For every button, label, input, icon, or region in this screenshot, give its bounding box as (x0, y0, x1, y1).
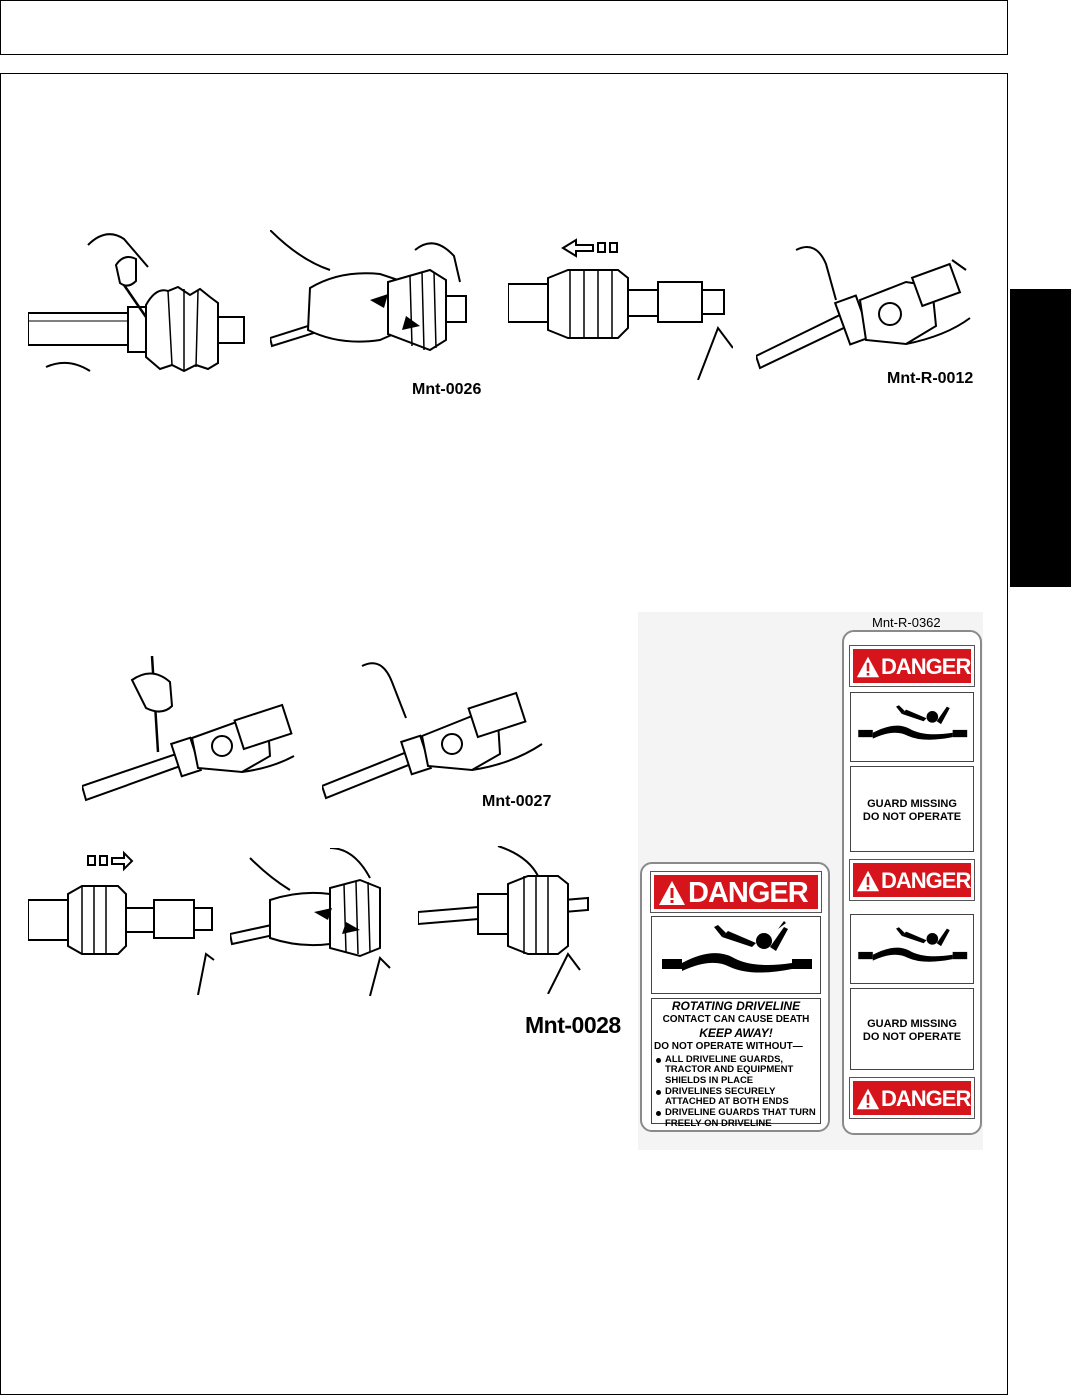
figure-caption-mnt-0027: Mnt-0027 (482, 793, 552, 810)
illustration-install-bearing-ring (82, 656, 297, 806)
danger-header (651, 872, 821, 912)
illustration-remove-bearing-ring (756, 240, 976, 375)
illustration-slide-guard-off (508, 238, 733, 380)
figure-caption-mnt-r-0012: Mnt-R-0012 (887, 370, 974, 387)
entanglement-hazard-icon (851, 915, 973, 983)
entanglement-pictogram-panel (850, 692, 974, 762)
entanglement-hazard-icon (851, 693, 973, 761)
danger-bullet: DRIVELINE GUARDS THAT TURN FREELY ON DRIVELINE (656, 1108, 820, 1129)
figure-caption-mnt-0026: Mnt-0026 (412, 381, 482, 398)
danger-bullet: DRIVELINES SECURELY ATTACHED AT BOTH ENDS (656, 1087, 820, 1108)
illustration-remove-guard-screwdriver (28, 225, 258, 385)
danger-line-3: DO NOT OPERATE WITHOUT— (654, 1041, 803, 1052)
guard-missing-line-2: DO NOT OPERATE (862, 1031, 962, 1043)
danger-signal-word: DANGER (688, 877, 808, 909)
danger-signal-word: DANGER (881, 868, 971, 893)
danger-header (850, 646, 974, 686)
warning-triangle-icon (856, 869, 880, 893)
danger-decal-rotating-driveline (640, 862, 830, 1132)
illustration-push-guard-on (230, 848, 405, 996)
figure-caption-mnt-0028: Mnt-0028 (525, 1012, 621, 1038)
danger-decal-guard-missing-strip (842, 630, 982, 1135)
illustration-guard-installed (418, 846, 593, 994)
danger-heading: ROTATING DRIVELINE (671, 999, 801, 1013)
warning-triangle-icon (856, 1087, 880, 1111)
entanglement-pictogram-panel (850, 914, 974, 984)
danger-signal-word: DANGER (881, 1086, 971, 1111)
danger-bullet: ALL DRIVELINE GUARDS, TRACTOR AND EQUIPMENT SHIELDS IN PLACE (656, 1055, 820, 1086)
illustration-seat-bearing-ring (322, 656, 547, 801)
illustration-slide-guard-on (28, 850, 218, 995)
entanglement-pictogram-panel (651, 916, 821, 994)
danger-line-1: CONTACT CAN CAUSE DEATH (662, 1014, 810, 1025)
entanglement-hazard-icon (652, 917, 820, 993)
header-box (0, 0, 1008, 55)
danger-header (850, 860, 974, 900)
section-tab (1010, 289, 1071, 587)
illustration-compress-guard (270, 230, 485, 375)
guard-missing-line-2: DO NOT OPERATE (862, 811, 962, 823)
danger-bullet-list (656, 1055, 820, 1130)
danger-signal-word: DANGER (881, 654, 971, 679)
warning-triangle-icon (856, 655, 880, 679)
guard-missing-line-1: GUARD MISSING (867, 798, 957, 810)
danger-line-2: KEEP AWAY! (699, 1026, 773, 1040)
decal-reference-label: Mnt-R-0362 (872, 615, 941, 630)
warning-triangle-icon (658, 880, 686, 906)
danger-header (850, 1078, 974, 1118)
guard-missing-line-1: GUARD MISSING (867, 1018, 957, 1030)
